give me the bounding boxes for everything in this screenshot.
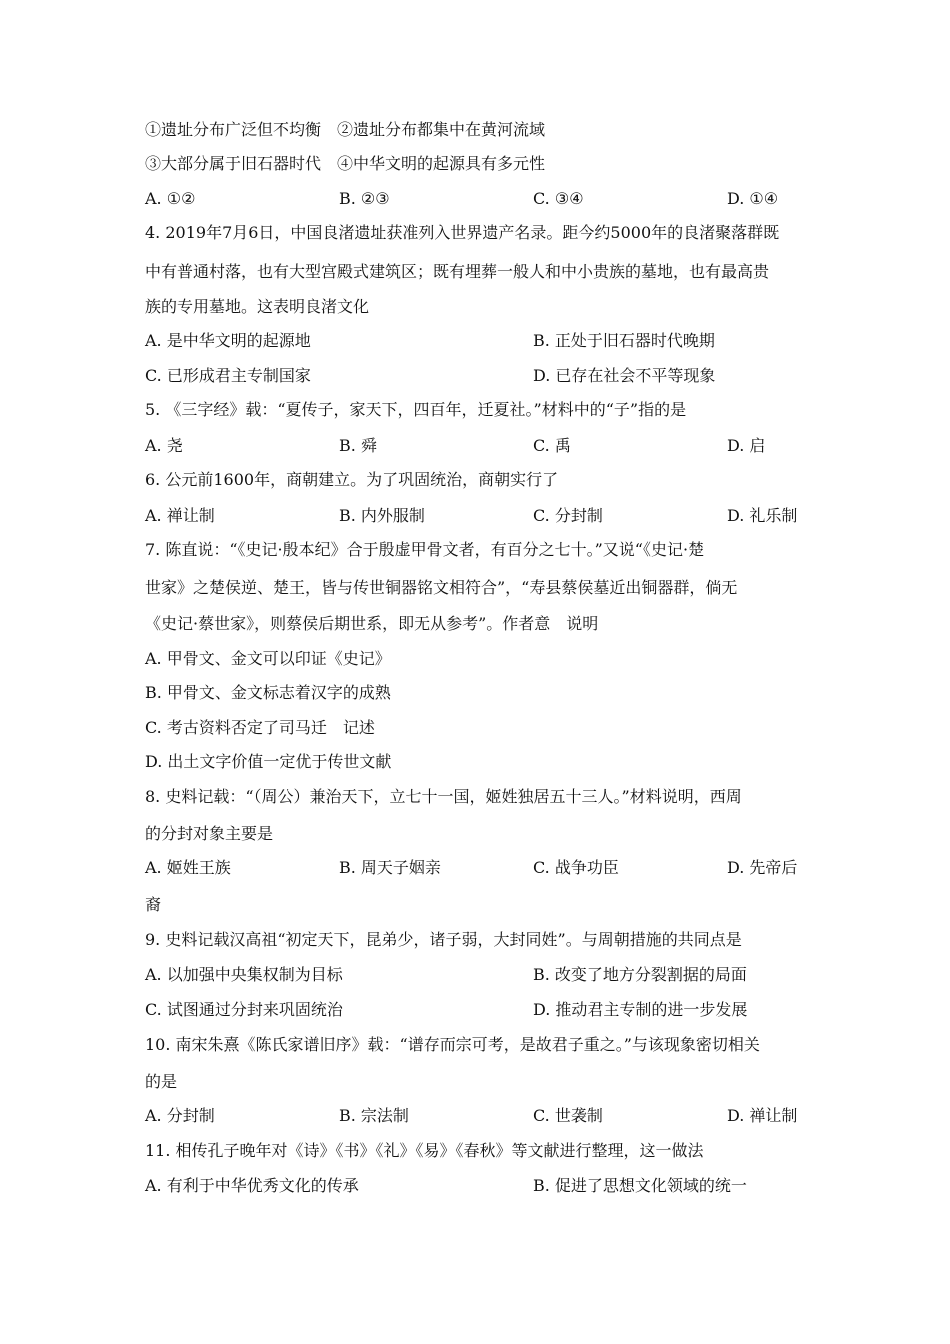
q7-option-c: C. 考古资料否定了司马迁 记述 bbox=[145, 718, 375, 737]
q4-stem-line-1: 4. 2019年7月6日，中国良渚遗址获准列入世界遗产名录。距今约5000年的良渚聚落群既 bbox=[145, 223, 780, 242]
q10-stem-line-1: 10. 南宋朱熹《陈氏家谱旧序》载：“谱存而宗可考，是故君子重之。”与该现象密切相关 bbox=[145, 1035, 760, 1054]
q5-stem: 5. 《三字经》载：“夏传子，家天下，四百年，迁夏社。”材料中的“子”指的是 bbox=[145, 400, 687, 419]
q3-statement-2: ③大部分属于旧石器时代 ④中华文明的起源具有多元性 bbox=[145, 154, 546, 173]
q8-stem-line-1: 8. 史料记载：“（周公）兼治天下，立七十一国，姬姓独居五十三人。”材料说明，西周 bbox=[145, 787, 742, 806]
q3-option-a: A. ①② bbox=[145, 189, 196, 208]
q5-option-a: A. 尧 bbox=[145, 436, 183, 455]
q4-stem-line-2: 中有普通村落，也有大型宫殿式建筑区；既有埋葬一般人和中小贵族的墓地，也有最高贵 bbox=[145, 262, 770, 281]
q9-option-b: B. 改变了地方分裂割据的局面 bbox=[533, 965, 747, 984]
q3-option-c: C. ③④ bbox=[533, 189, 584, 208]
q8-option-d: D. 先帝后 bbox=[727, 858, 798, 877]
q5-option-c: C. 禹 bbox=[533, 436, 571, 455]
q9-option-c: C. 试图通过分封来巩固统治 bbox=[145, 1000, 343, 1019]
q9-stem: 9. 史料记载汉高祖“初定天下，昆弟少，诸子弱，大封同姓”。与周朝措施的共同点是 bbox=[145, 930, 742, 949]
q6-option-b: B. 内外服制 bbox=[339, 506, 425, 525]
q4-option-c: C. 已形成君主专制国家 bbox=[145, 366, 311, 385]
q10-option-d: D. 禅让制 bbox=[727, 1106, 798, 1125]
q6-option-d: D. 礼乐制 bbox=[727, 506, 798, 525]
q4-option-d: D. 已存在社会不平等现象 bbox=[533, 366, 716, 385]
q10-stem-line-2: 的是 bbox=[145, 1072, 178, 1091]
q8-option-a: A. 姬姓王族 bbox=[145, 858, 231, 877]
q5-option-d: D. 启 bbox=[727, 436, 766, 455]
q10-option-a: A. 分封制 bbox=[145, 1106, 215, 1125]
q3-statement-1: ①遗址分布广泛但不均衡 ②遗址分布都集中在黄河流域 bbox=[145, 120, 546, 139]
q4-option-b: B. 正处于旧石器时代晚期 bbox=[533, 331, 715, 350]
q10-option-b: B. 宗法制 bbox=[339, 1106, 409, 1125]
q6-stem: 6. 公元前1600年，商朝建立。为了巩固统治，商朝实行了 bbox=[145, 470, 559, 489]
q8-option-b: B. 周天子姻亲 bbox=[339, 858, 441, 877]
q6-option-c: C. 分封制 bbox=[533, 506, 603, 525]
q6-option-a: A. 禅让制 bbox=[145, 506, 215, 525]
q7-stem-line-3: 《史记·蔡世家》，则蔡侯后期世系，即无从参考”。作者意 说明 bbox=[145, 614, 599, 633]
q11-option-a: A. 有利于中华优秀文化的传承 bbox=[145, 1176, 359, 1195]
q7-option-a: A. 甲骨文、金文可以印证《史记》 bbox=[145, 649, 391, 668]
q10-option-c: C. 世袭制 bbox=[533, 1106, 603, 1125]
q7-stem-line-2: 世家》之楚侯逆、楚王，皆与传世铜器铭文相符合”，“寿县蔡侯墓近出铜器群，倘无 bbox=[145, 578, 738, 597]
q4-stem-line-3: 族的专用墓地。这表明良渚文化 bbox=[145, 297, 370, 316]
q11-stem: 11. 相传孔子晚年对《诗》《书》《礼》《易》《春秋》等文献进行整理，这一做法 bbox=[145, 1141, 704, 1160]
q3-option-d: D. ①④ bbox=[727, 189, 779, 208]
q3-option-b: B. ②③ bbox=[339, 189, 390, 208]
q7-stem-line-1: 7. 陈直说：“《史记·殷本纪》合于殷虚甲骨文者，有百分之七十。”又说“《史记·楚 bbox=[145, 540, 705, 559]
q7-option-d: D. 出土文字价值一定优于传世文献 bbox=[145, 752, 392, 771]
q9-option-d: D. 推动君主专制的进一步发展 bbox=[533, 1000, 748, 1019]
q5-option-b: B. 舜 bbox=[339, 436, 377, 455]
q7-option-b: B. 甲骨文、金文标志着汉字的成熟 bbox=[145, 683, 391, 702]
q4-option-a: A. 是中华文明的起源地 bbox=[145, 331, 311, 350]
q11-option-b: B. 促进了思想文化领域的统一 bbox=[533, 1176, 747, 1195]
q9-option-a: A. 以加强中央集权制为目标 bbox=[145, 965, 343, 984]
q8-option-d-wrap: 裔 bbox=[145, 895, 162, 914]
q8-stem-line-2: 的分封对象主要是 bbox=[145, 824, 274, 843]
q8-option-c: C. 战争功臣 bbox=[533, 858, 619, 877]
